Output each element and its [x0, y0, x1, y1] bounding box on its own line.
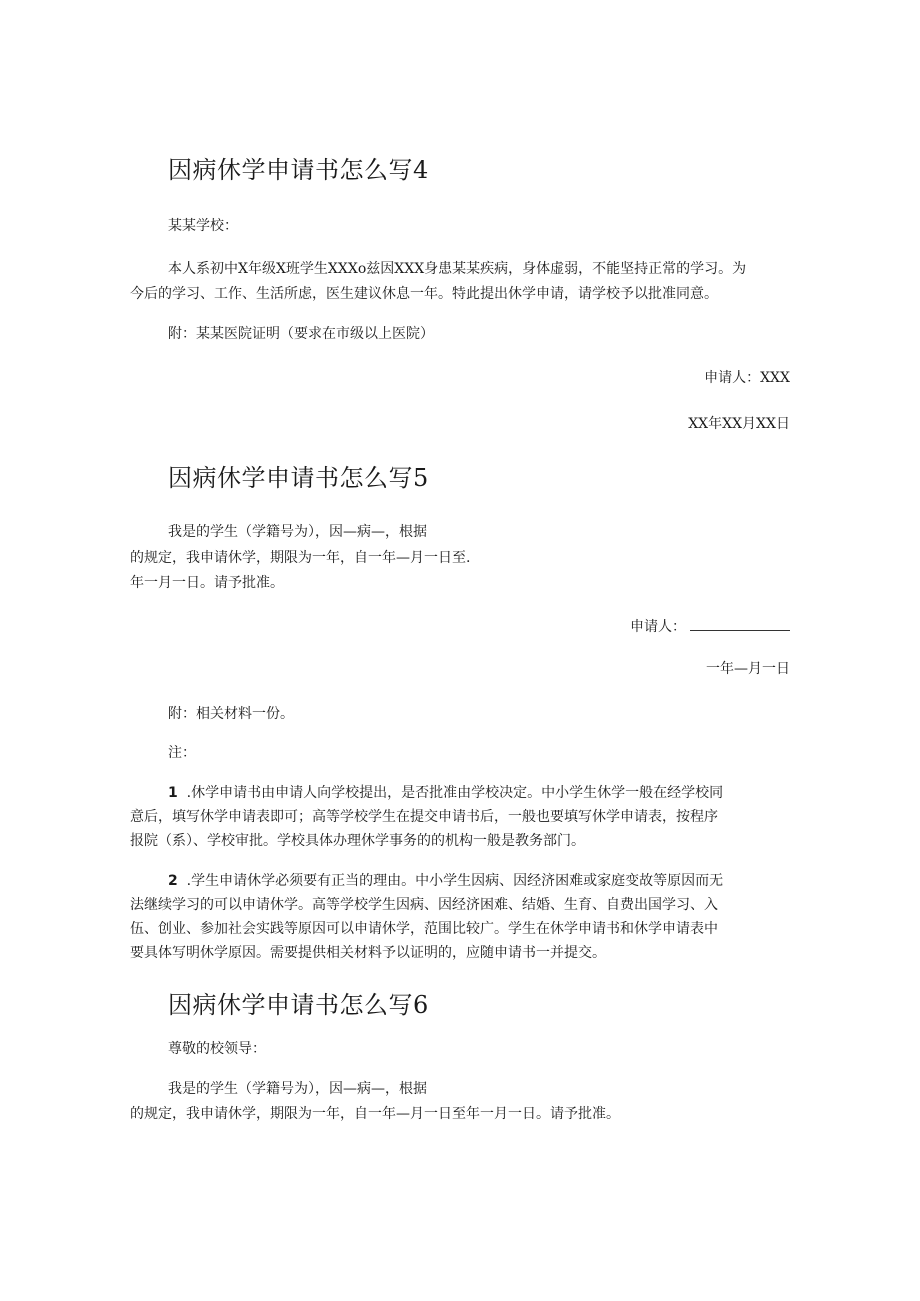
section4-date: XX年XX月XX日	[688, 416, 790, 432]
section5-body-line2: 的规定，我申请休学，期限为一年，自一年—月一日至.	[130, 550, 471, 566]
note2-line1	[168, 869, 723, 893]
note1-number: 1	[168, 785, 178, 801]
section4-salutation: 某某学校：	[168, 218, 238, 234]
section6-title: 因病休学申请书怎么写6	[168, 991, 429, 1019]
section5-title: 因病休学申请书怎么写5	[168, 464, 429, 492]
section4-attachment: 附：某某医院证明（要求在市级以上医院）	[168, 326, 434, 342]
section6-body-line2: 的规定，我申请休学，期限为一年，自一年—月一日至年一月一日。请予批准。	[130, 1106, 620, 1122]
section6-salutation: 尊敬的校领导：	[168, 1041, 266, 1057]
section4-body-line2: 今后的学习、工作、生活所虑，医生建议休息一年。特此提出休学申请，请学校予以批准同意。	[130, 286, 718, 302]
section5-applicant-line	[630, 615, 790, 639]
section4-title: 因病休学申请书怎么写4	[168, 156, 429, 184]
note1-line1-text: .休学申请书由申请人向学校提出，是否批准由学校决定。中小学生休学一般在经学校同	[186, 785, 724, 801]
section4-applicant: 申请人：XXX	[704, 370, 790, 386]
note2-line1-text: .学生申请休学必须要有正当的理由。中小学生因病、因经济困难或家庭变故等原因而无	[186, 873, 724, 889]
section6-body-line1: 我是的学生（学籍号为），因—病—，根据	[168, 1081, 427, 1097]
section5-note-label: 注：	[168, 745, 196, 761]
section5-date: 一年—月一日	[706, 661, 790, 677]
note2-number: 2	[168, 873, 178, 889]
note2-line2: 法继续学习的可以申请休学。高等学校学生因病、因经济困难、结婚、生育、自费出国学习、入	[130, 897, 718, 913]
note2-line4: 要具体写明休学原因。需要提供相关材料予以证明的，应随申请书一并提交。	[130, 945, 606, 961]
note1-line1	[168, 781, 723, 805]
note2-line3: 伍、创业、参加社会实践等原因可以申请休学，范围比较广。学生在休学申请书和休学申请表中	[130, 921, 718, 937]
note1-line3: 报院（系）、学校审批。学校具体办理休学事务的的机构一般是教务部门。	[130, 833, 585, 849]
section4-body-line1: 本人系初中X年级X班学生XXXo兹因XXX身患某某疾病，身体虚弱，不能坚持正常的学习。为	[168, 261, 747, 277]
signature-blank	[690, 616, 790, 631]
section5-attachment: 附：相关材料一份。	[168, 706, 294, 722]
section5-body-line3: 年一月一日。请予批准。	[130, 575, 284, 591]
section5-applicant-label: 申请人：	[630, 619, 686, 635]
note1-line2: 意后，填写休学申请表即可；高等学校学生在提交申请书后，一般也要填写休学申请表，按程序	[130, 809, 718, 825]
section5-body-line1: 我是的学生（学籍号为），因—病—，根据	[168, 524, 427, 540]
